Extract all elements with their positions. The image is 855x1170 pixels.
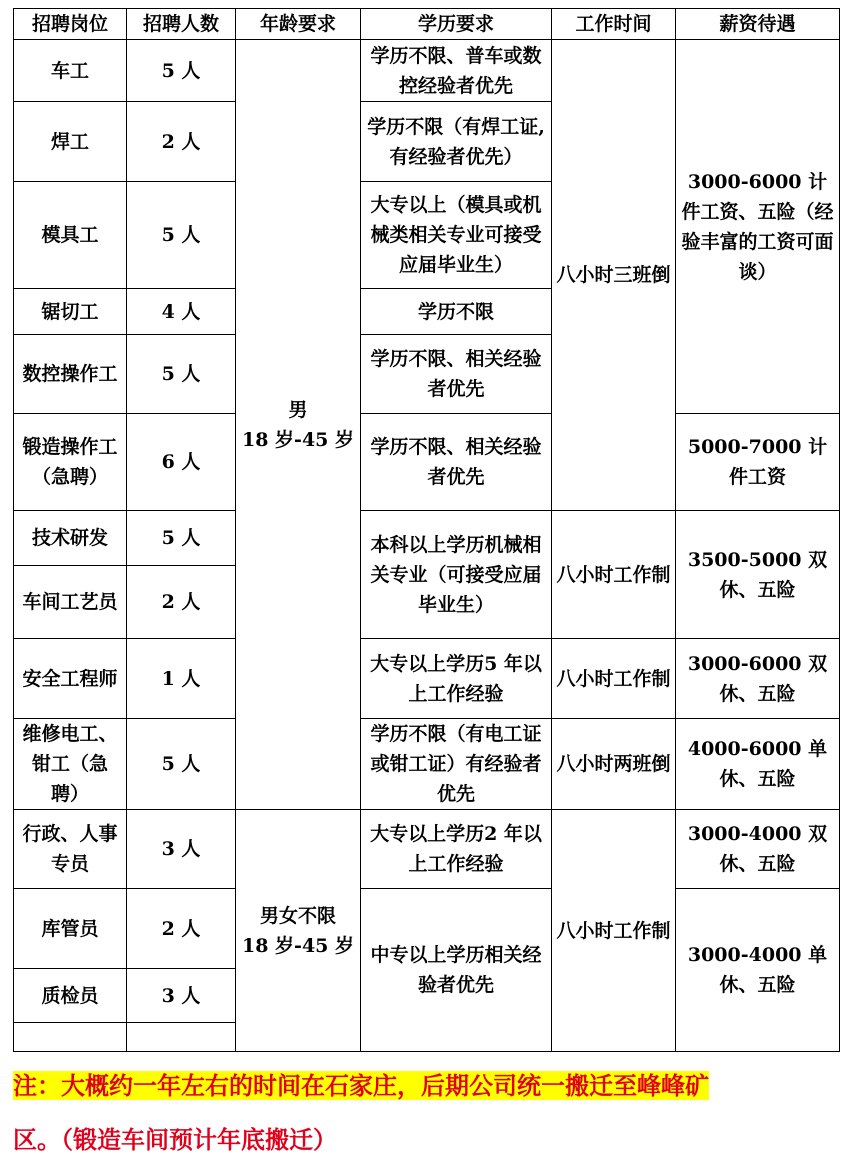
cell-count: 1 人: [127, 639, 236, 719]
cell-count: 6 人: [127, 414, 236, 511]
cell-count: 3 人: [127, 969, 236, 1023]
cell-education: 学历不限、相关经验者优先: [361, 335, 552, 414]
cell-education: 大专以上学历2 年以上工作经验: [361, 810, 552, 889]
cell-education: 大专以上学历5 年以上工作经验: [361, 639, 552, 719]
cell-work-time: 八小时三班倒: [552, 40, 676, 511]
cell-position: 库管员: [14, 889, 127, 969]
cell-education: 学历不限（有焊工证,有经验者优先）: [361, 102, 552, 182]
header-education: 学历要求: [361, 9, 552, 40]
blank-cell: [127, 1023, 236, 1052]
recruitment-table: [13, 8, 840, 1052]
cell-count: 5 人: [127, 719, 236, 810]
cell-salary: 4000-6000 单休、五险: [676, 719, 840, 810]
table-row: [14, 511, 840, 566]
cell-education: 学历不限: [361, 289, 552, 335]
cell-position: 技术研发: [14, 511, 127, 566]
cell-education: 中专以上学历相关经验者优先: [361, 889, 552, 1052]
age-range: 18 岁-45 岁: [242, 934, 354, 957]
cell-work-time: 八小时工作制: [552, 511, 676, 639]
note-highlight: 注：大概约一年左右的时间在石家庄，后期公司统一搬迁至峰峰矿: [13, 1071, 709, 1100]
cell-position: 车间工艺员: [14, 566, 127, 639]
cell-salary: 3000-6000 计件工资、五险（经验丰富的工资可面谈）: [676, 40, 840, 414]
cell-education: 学历不限（有电工证或钳工证）有经验者优先: [361, 719, 552, 810]
header-row: [14, 9, 840, 40]
table-row: [14, 810, 840, 889]
header-salary: 薪资待遇: [676, 9, 840, 40]
cell-education: 大专以上（模具或机械类相关专业可接受应届毕业生）: [361, 182, 552, 289]
cell-count: 5 人: [127, 40, 236, 102]
cell-work-time: 八小时两班倒: [552, 719, 676, 810]
cell-education: 本科以上学历机械相关专业（可接受应届毕业生）: [361, 511, 552, 639]
note-line-1: [13, 1063, 843, 1109]
cell-count: 5 人: [127, 511, 236, 566]
cell-count: 3 人: [127, 810, 236, 889]
cell-position: 安全工程师: [14, 639, 127, 719]
table-row: [14, 40, 840, 102]
cell-work-time: 八小时工作制: [552, 639, 676, 719]
header-position: 招聘岗位: [14, 9, 127, 40]
cell-age-male: [236, 40, 361, 810]
age-range: 18 岁-45 岁: [242, 428, 354, 451]
table-row: [14, 639, 840, 719]
cell-position: 数控操作工: [14, 335, 127, 414]
cell-salary: 3000-4000 双休、五险: [676, 810, 840, 889]
cell-position: 车工: [14, 40, 127, 102]
age-gender: 男: [288, 398, 308, 421]
cell-education: 学历不限、相关经验者优先: [361, 414, 552, 511]
cell-education: 学历不限、普车或数控经验者优先: [361, 40, 552, 102]
header-work-time: 工作时间: [552, 9, 676, 40]
cell-age-any: [236, 810, 361, 1052]
blank-cell: [14, 1023, 127, 1052]
note-line-2: 区。（锻造车间预计年底搬迁）: [13, 1125, 337, 1154]
cell-salary: 3000-6000 双休、五险: [676, 639, 840, 719]
header-count: 招聘人数: [127, 9, 236, 40]
cell-position: 质检员: [14, 969, 127, 1023]
cell-salary: 3000-4000 单休、五险: [676, 889, 840, 1052]
cell-position: 焊工: [14, 102, 127, 182]
header-age: 年龄要求: [236, 9, 361, 40]
cell-count: 2 人: [127, 889, 236, 969]
cell-salary: 3500-5000 双休、五险: [676, 511, 840, 639]
cell-position: 锻造操作工（急聘）: [14, 414, 127, 511]
cell-position: 维修电工、钳工（急聘）: [14, 719, 127, 810]
table-row: [14, 889, 840, 969]
age-gender: 男女不限: [259, 904, 336, 927]
cell-count: 5 人: [127, 182, 236, 289]
table-row: [14, 719, 840, 810]
table-row: [14, 414, 840, 511]
cell-position: 模具工: [14, 182, 127, 289]
cell-count: 5 人: [127, 335, 236, 414]
cell-count: 2 人: [127, 102, 236, 182]
cell-work-time: 八小时工作制: [552, 810, 676, 1052]
cell-count: 4 人: [127, 289, 236, 335]
cell-salary: 5000-7000 计件工资: [676, 414, 840, 511]
cell-count: 2 人: [127, 566, 236, 639]
cell-position: 锯切工: [14, 289, 127, 335]
cell-position: 行政、人事专员: [14, 810, 127, 889]
